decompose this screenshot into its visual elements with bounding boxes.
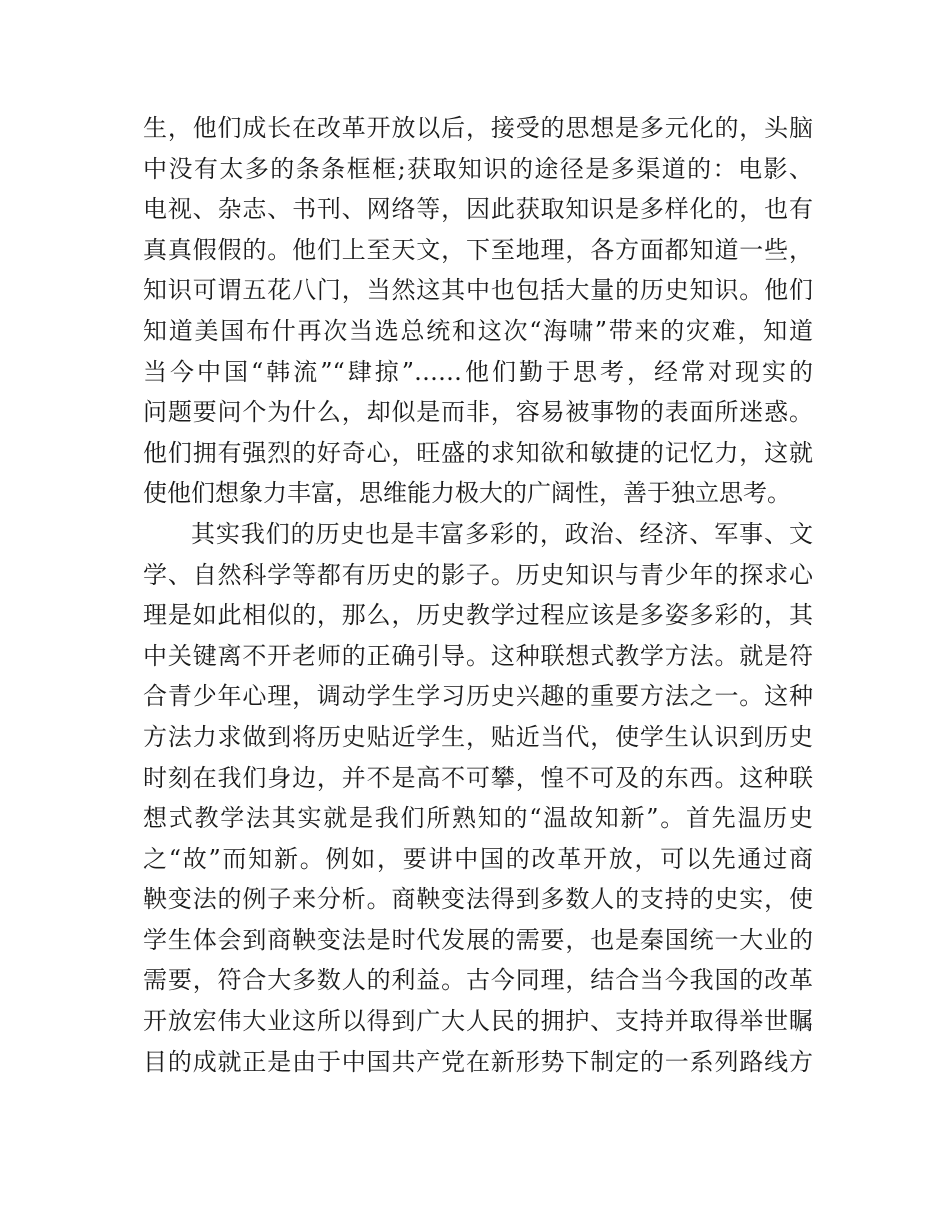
text-line: 中关键离不开老师的正确引导。这种联想式教学方法。就是符 [143,641,813,670]
text-line: 当今中国“韩流”“肆掠”……他们勤于思考，经常对现实的 [143,357,813,386]
text-line: 时刻在我们身边，并不是高不可攀，惶不可及的东西。这种联 [143,763,813,792]
text-line: 之“故”而知新。例如，要讲中国的改革开放，可以先通过商 [143,844,813,873]
text-line: 中没有太多的条条框框;获取知识的途径是多渠道的：电影、 [143,154,813,183]
text-line: 合青少年心理，调动学生学习历史兴趣的重要方法之一。这种 [143,682,813,711]
text-line: 需要，符合大多数人的利益。古今同理，结合当今我国的改革 [143,966,813,995]
text-line: 鞅变法的例子来分析。商鞅变法得到多数人的支持的史实，使 [143,885,813,914]
text-line: 知识可谓五花八门，当然这其中也包括大量的历史知识。他们 [143,276,813,305]
text-line: 真真假假的。他们上至天文，下至地理，各方面都知道一些， [143,235,813,264]
text-line: 生，他们成长在改革开放以后，接受的思想是多元化的，头脑 [143,114,813,142]
text-line: 使他们想象力丰富，思维能力极大的广阔性，善于独立思考。 [143,479,791,508]
text-line: 问题要问个为什么，却似是而非，容易被事物的表面所迷惑。 [143,398,813,427]
text-line: 开放宏伟大业这所以得到广大人民的拥护、支持并取得举世瞩 [143,1007,813,1036]
text-line: 理是如此相似的，那么，历史教学过程应该是多姿多彩的，其 [143,601,813,630]
text-line: 知道美国布什再次当选总统和这次“海啸”带来的灾难，知道 [143,316,813,345]
body-text [143,108,813,1082]
text-line: 电视、杂志、书刊、网络等，因此获取知识是多样化的，也有 [143,195,813,224]
text-line: 想式教学法其实就是我们所熟知的“温故知新”。首先温历史 [143,804,813,833]
text-line: 学、自然科学等都有历史的影子。历史知识与青少年的探求心 [143,560,813,589]
text-line: 学生体会到商鞅变法是时代发展的需要，也是秦国统一大业的 [143,925,813,954]
text-line: 方法力求做到将历史贴近学生，贴近当代，使学生认识到历史 [143,722,813,751]
text-line: 其实我们的历史也是丰富多彩的，政治、经济、军事、文 [191,519,813,548]
text-line: 他们拥有强烈的好奇心，旺盛的求知欲和敏捷的记忆力，这就 [143,438,813,467]
text-line: 目的成就正是由于中国共产党在新形势下制定的一系列路线方 [143,1047,813,1076]
